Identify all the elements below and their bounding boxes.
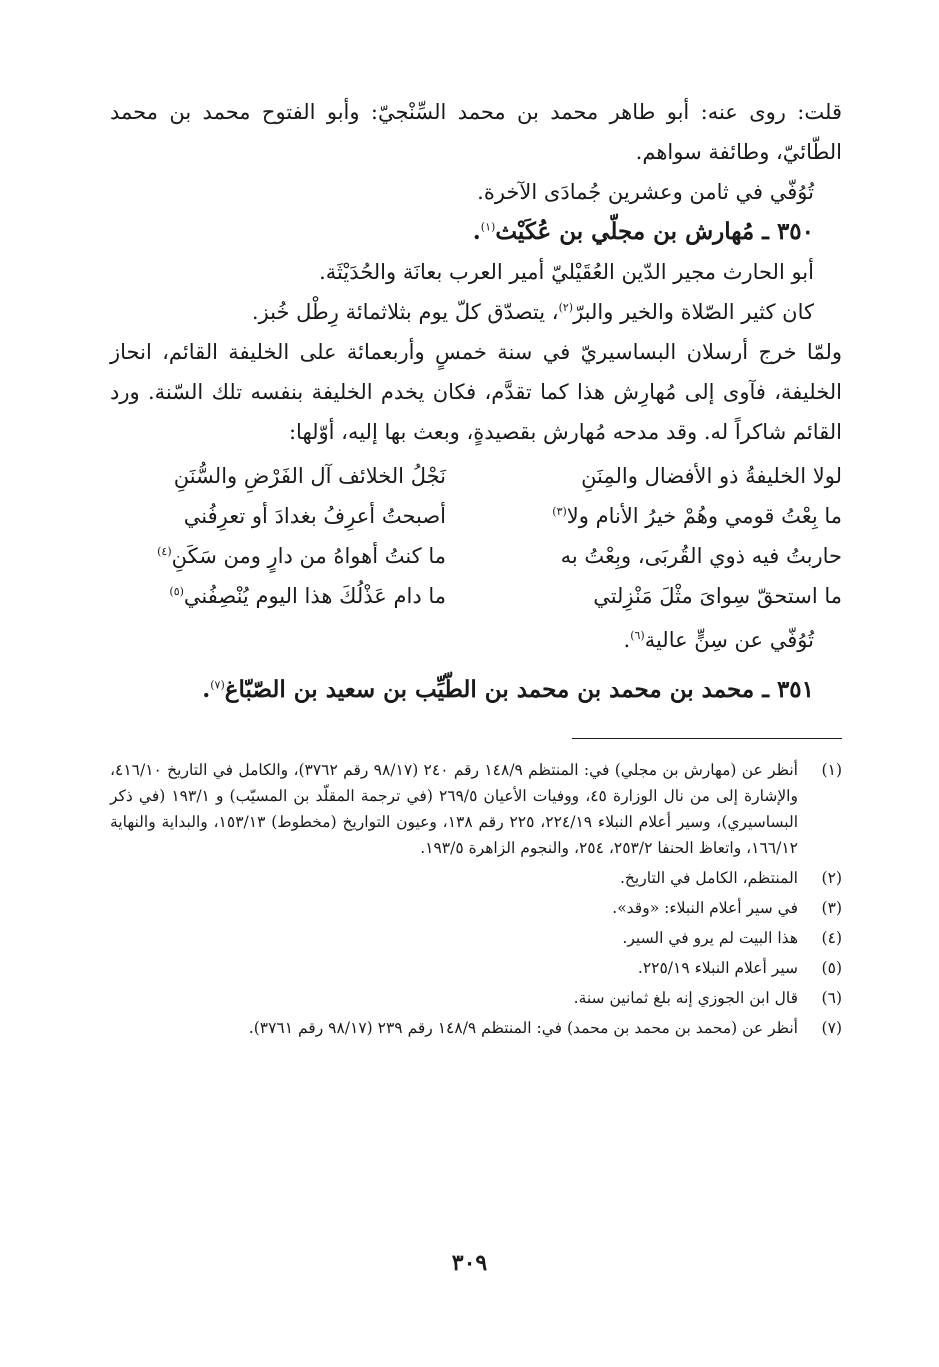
poem-verse-1-second-hemistich: نَجْلُ الخلائف آل الفَرْضِ والسُّنَنِ <box>173 464 446 488</box>
footnote-number: (٥) <box>821 959 842 977</box>
age-end: . <box>623 628 631 652</box>
entry-351-end: . <box>202 676 211 703</box>
page-content <box>110 92 842 1045</box>
footnote-number: (١) <box>821 761 842 779</box>
poem-verse-4-first-hemistich: ما استحقّ سِواىَ مثْلَ مَنْزِلتي <box>593 584 842 608</box>
footnote-3 <box>110 895 842 921</box>
footnote-number: (٦) <box>821 989 842 1007</box>
footnote-ref-5: (٥) <box>169 585 184 598</box>
footnote-text: قال ابن الجوزي إنه بلغ ثمانين سنة. <box>573 989 798 1007</box>
poem-verse-1-first-hemistich: لولا الخليفةُ ذو الأفضال والمِنَنِ <box>581 464 842 488</box>
paragraph-charity <box>110 292 842 332</box>
footnote-separator <box>572 738 842 739</box>
age-text: تُوُفّي عن سِنٍّ عالية <box>644 628 814 652</box>
footnote-1 <box>110 757 842 861</box>
poem-verse-3-second-hemistich: ما كنتُ أهواهُ من دارٍ ومن سَكَنِ$^{(٤)}$ <box>157 544 446 568</box>
page-number: ٣٠٩ <box>451 1250 488 1276</box>
poem <box>110 456 842 616</box>
entry-350-end: . <box>472 218 481 245</box>
footnote-ref-4: (٤) <box>157 545 172 558</box>
footnote-text: في سير أعلام النبلاء: «وقد». <box>612 899 798 917</box>
footnote-ref-3: (٣) <box>552 505 567 518</box>
footnote-ref-1: (١) <box>480 220 496 234</box>
paragraph-basasiri: ولمّا خرج أرسلان البساسيريّ في سنة خمسٍ وأربعمائة على الخليفة القائم، انحاز الخليفة، فآوى إلى مُهارِش هذا كما تقدَّم، فكان يخدم الخليفة بنفسه تلك السّنة. ورد القائم شاكراً له. وقد مدحه مُهارش بقصيدةٍ، وبعث بها إليه، أوّلها: <box>110 340 842 444</box>
entry-351-title: ٣٥١ ـ محمد بن محمد بن محمد بن الطّيِّب بن سعيد بن الصّبّاغ <box>224 676 814 703</box>
entry-351-heading <box>110 670 842 710</box>
footnote-number: (٣) <box>821 899 842 917</box>
footnote-2 <box>110 865 842 891</box>
poem-verse-2-second-hemistich: أصبحتُ أعرِفُ بغدادَ أو تعرِفُني <box>183 504 446 528</box>
footnote-4 <box>110 925 842 951</box>
paragraph-narrators: قلت: روى عنه: أبو طاهر محمد بن محمد السِّنْجيّ: وأبو الفتوح محمد بن محمد الطّائيّ، وطائفة سواهم. <box>110 100 842 164</box>
entry-350-heading <box>110 212 842 252</box>
entry-350-title: ٣٥٠ ـ مُهارش بن مجلّي بن عُكَيْث <box>495 218 814 245</box>
poem-verse-4-second-hemistich: ما دام عَذْلُكَ هذا اليوم يُنْصِفُني$^{(٥)}$ <box>169 584 446 608</box>
charity-text-a: كان كثير الصّلاة والخير والبرّ <box>573 300 814 324</box>
paragraph-age <box>110 620 842 660</box>
footnote-ref-7: (٧) <box>210 678 225 692</box>
paragraph-kunya: أبو الحارث مجير الدّين العُقَيْليّ أمير العرب بعانَة والحُدَيْثَة. <box>319 260 814 284</box>
footnote-text: هذا البيت لم يرو في السير. <box>622 929 798 947</box>
poem-verse-3-first-hemistich: حاربتُ فيه ذوي القُربَى، وبِعْتُ به <box>560 544 842 568</box>
footnote-number: (٤) <box>821 929 842 947</box>
poem-verse-2-first-hemistich: ما بِعْتُ قومي وهُمْ خيرُ الأنام ولا$^{(٣)}$ <box>552 504 842 528</box>
footnote-7 <box>110 1015 842 1041</box>
footnote-text: أنظر عن (مهارش بن مجلي) في: المنتظم ١٤٨/٩ رقم ٢٤٠ (٩٨/١٧ رقم ٣٧٦٢)، والكامل في التاريخ ٤١٦/١٠، والإشارة إلى من نال الوزارة ٤٥، ووفيات الأعيان ٢٦٩/٥ (في ترجمة المقلّد بن المسيّب) و ١٩٣/١ (في ذكر البساسيري)، وسير أعلام النبلاء ٢٢٤/١٩، ٢٢٥ رقم ١٣٨، وعيون التواريخ (مخطوط) ١٥٣/١٣، والبداية والنهاية ١٦٦/١٢، واتعاظ الحنفا ٢٥٣/٢، ٢٥٤، والنجوم الزاهرة ١٩٣/٥. <box>110 761 799 857</box>
footnote-ref-2: (٢) <box>558 301 574 314</box>
footnote-6 <box>110 985 842 1011</box>
footnote-number: (٧) <box>821 1019 842 1037</box>
footnotes <box>110 757 842 1041</box>
charity-text-b: ، يتصدّق كلّ يوم بثلاثمائة رِطْل خُبز. <box>251 300 559 324</box>
footnote-ref-6: (٦) <box>630 629 645 642</box>
footnote-5 <box>110 955 842 981</box>
footnote-text: المنتظم، الكامل في التاريخ. <box>619 869 798 887</box>
footnote-number: (٢) <box>821 869 842 887</box>
paragraph-death-date: تُوُفّي في ثامن وعشرين جُمادَى الآخرة. <box>477 180 814 204</box>
footnote-text: سير أعلام النبلاء ٢٢٥/١٩. <box>637 959 798 977</box>
footnote-text: أنظر عن (محمد بن محمد بن محمد) في: المنتظم ١٤٨/٩ رقم ٢٣٩ (٩٨/١٧ رقم ٣٧٦١). <box>248 1019 798 1037</box>
